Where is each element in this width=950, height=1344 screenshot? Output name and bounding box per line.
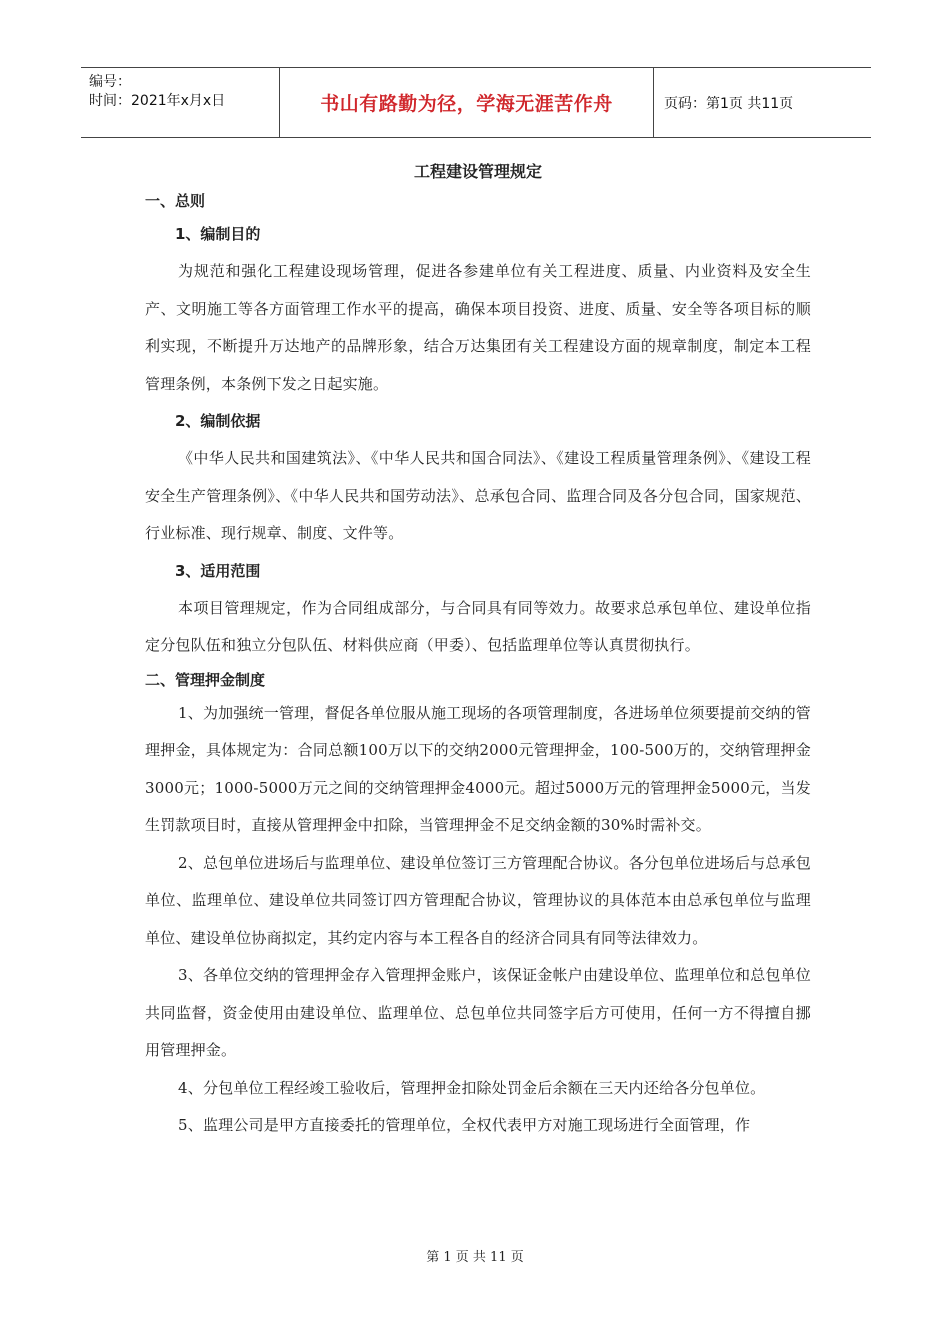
time-label: 时间：2021年x月x日 [89,93,226,109]
subsection-heading: 3、适用范围 [175,561,261,580]
paragraph: 2、总包单位进场后与监理单位、建设单位签订三方管理配合协议。各分包单位进场后与总承包单位、监理单位、建设单位共同签订四方管理配合协议，管理协议的具体范本由总承包单位与监理单位、建设单位协商拟定，其约定内容与本工程各自的经济合同具有同等法律效力。 [145,853,811,947]
document-title: 工程建设管理规定 [413,162,542,181]
header-meta [81,68,280,137]
paragraph: 3、各单位交纳的管理押金存入管理押金账户，该保证金帐户由建设单位、监理单位和总包单位共同监督，资金使用由建设单位、监理单位、总包单位共同签字后方可使用，任何一方不得擅自挪用管理押金。 [145,966,811,1059]
paragraph: 本项目管理规定，作为合同组成部分，与合同具有同等效力。故要求总承包单位、建设单位指定分包队伍和独立分包队伍、材料供应商（甲委）、包括监理单位等认真贯彻执行。 [145,598,811,654]
paragraph: 1、为加强统一管理，督促各单位服从施工现场的各项管理制度，各进场单位须要提前交纳的管理押金，具体规定为：合同总额100万以下的交纳2000元管理押金，100-500万的，交纳管理押金3000元；1000-5000万元之间的交纳管理押金4000元。超过5000万元的管理押金5000元，当发生罚款项目时，直接从管理押金中扣除，当管理押金不足交纳金额的30%时需补交。 [145,703,811,834]
section-heading: 一、总则 [145,192,206,210]
header-motto: 书山有路勤为径，学海无涯苦作舟 [280,68,654,137]
page-footer: 第 1 页 共 11 页 [426,1250,524,1265]
paragraph: 为规范和强化工程建设现场管理，促进各参建单位有关工程进度、质量、内业资料及安全生产、文明施工等各方面管理工作水平的提高，确保本项目投资、进度、质量、安全等各项目标的顺利实现，不断提升万达地产的品牌形象，结合万达集团有关工程建设方面的规章制度，制定本工程管理条例，本条例下发之日起实施。 [145,262,811,393]
number-label: 编号： [89,74,131,90]
subsection-heading: 1、编制目的 [175,225,261,243]
header-page-info: 页码：第1页 共11页 [664,95,794,112]
paragraph: 4、分包单位工程经竣工验收后，管理押金扣除处罚金后余额在三天内还给各分包单位。 [178,1078,766,1097]
paragraph: 5、监理公司是甲方直接委托的管理单位，全权代表甲方对施工现场进行全面管理，作 [178,1116,751,1134]
section-heading: 二、管理押金制度 [145,670,266,689]
paragraph: 《中华人民共和国建筑法》、《中华人民共和国合同法》、《建设工程质量管理条例》、《建设工程安全生产管理条例》、《中华人民共和国劳动法》、总承包合同、监理合同及各分包合同，国家规范、行业标准、现行规章、制度、文件等。 [145,449,811,542]
page-header [81,67,871,138]
document-body [145,158,811,1145]
subsection-heading: 2、编制依据 [175,412,261,430]
